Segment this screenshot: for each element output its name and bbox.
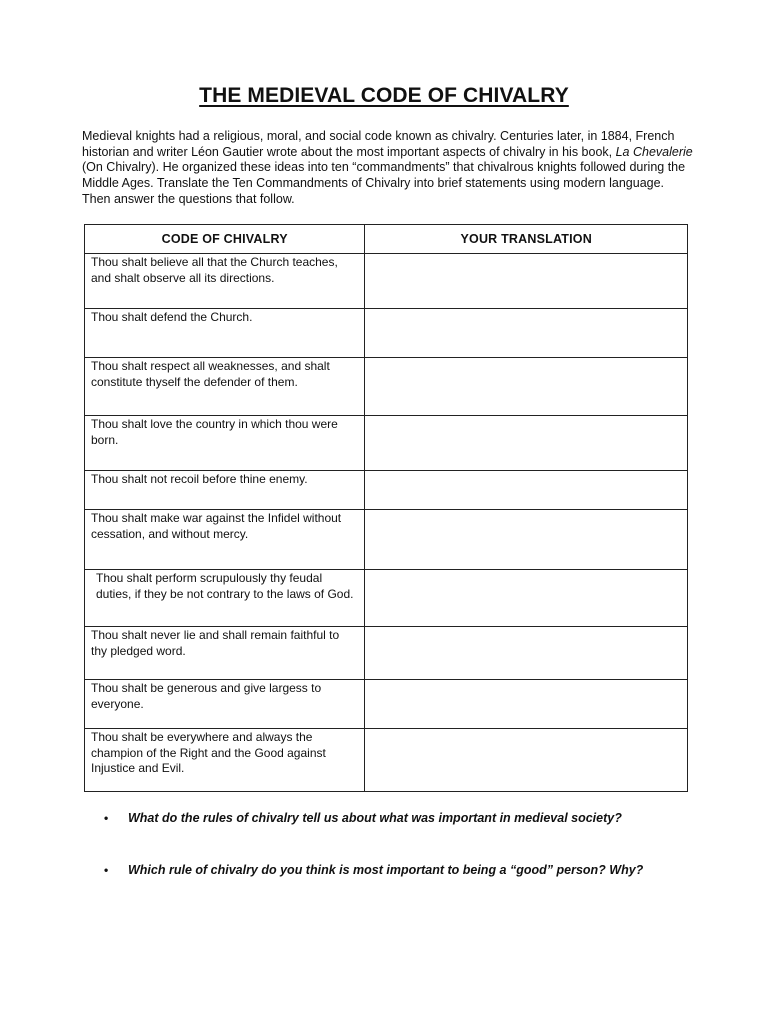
- question-text: Which rule of chivalry do you think is most important to being a “good” person? Why?: [128, 863, 644, 877]
- table-row: [85, 510, 688, 570]
- code-cell: [85, 358, 365, 416]
- chivalry-table: [84, 224, 688, 792]
- code-cell: [85, 416, 365, 471]
- table-header-row: [85, 225, 688, 254]
- questions-list: [104, 809, 694, 879]
- translation-text: [365, 627, 687, 628]
- code-text: Thou shalt be everywhere and always the champion of the Right and the Good against Injustice and Evil.: [91, 730, 326, 775]
- translation-cell[interactable]: [365, 510, 688, 570]
- table-row: [85, 627, 688, 680]
- question-item: [104, 809, 694, 827]
- table-row: [85, 358, 688, 416]
- question-item: [104, 861, 694, 879]
- code-cell: [85, 570, 365, 627]
- translation-cell[interactable]: [365, 627, 688, 680]
- translation-cell[interactable]: [365, 729, 688, 792]
- code-text: Thou shalt be generous and give largess to everyone.: [91, 681, 322, 711]
- intro-text-continued: (On Chivalry). He organized these ideas into ten “commandments” that chivalrous knights followed during the Middle Ages. Translate the Ten Commandments of Chivalry into brief statements using modern language. Then answer the questions that follow.: [82, 160, 686, 206]
- code-text: Thou shalt perform scrupulously thy feudal duties, if they be not contrary to the laws of God.: [96, 571, 354, 601]
- translation-text: [365, 358, 687, 359]
- translation-cell[interactable]: [365, 254, 688, 309]
- intro-text: Medieval knights had a religious, moral, and social code known as chivalry. Centuries later, in 1884, French historian and writer Léon Gautier wrote about the most important aspects of chivalry in his book,: [82, 129, 675, 159]
- header-your-translation: YOUR TRANSLATION: [365, 225, 688, 254]
- translation-text: [365, 570, 687, 571]
- table-row: [85, 309, 688, 358]
- code-cell: [85, 309, 365, 358]
- intro-paragraph: [82, 129, 694, 208]
- code-text: Thou shalt defend the Church.: [91, 310, 253, 324]
- code-cell: [85, 471, 365, 510]
- bullet-icon: •: [104, 811, 109, 825]
- code-cell: [85, 510, 365, 570]
- table-row: [85, 680, 688, 729]
- translation-cell[interactable]: [365, 416, 688, 471]
- translation-text: [365, 510, 687, 511]
- translation-cell[interactable]: [365, 358, 688, 416]
- code-cell: [85, 627, 365, 680]
- code-text: Thou shalt respect all weaknesses, and shalt constitute thyself the defender of them.: [91, 359, 330, 389]
- translation-text: [365, 416, 687, 417]
- table-row: [85, 570, 688, 627]
- table-row: [85, 471, 688, 510]
- book-title: La Chevalerie: [615, 144, 693, 159]
- translation-text: [365, 729, 687, 730]
- header-code-of-chivalry: CODE OF CHIVALRY: [85, 225, 365, 254]
- question-text: What do the rules of chivalry tell us about what was important in medieval society?: [128, 811, 622, 825]
- table-row: [85, 254, 688, 309]
- translation-cell[interactable]: [365, 471, 688, 510]
- translation-text: [365, 254, 687, 255]
- translation-text: [365, 471, 687, 472]
- table-row: [85, 416, 688, 471]
- translation-cell[interactable]: [365, 680, 688, 729]
- table-row: [85, 729, 688, 792]
- bullet-icon: •: [104, 863, 109, 877]
- translation-text: [365, 680, 687, 681]
- code-text: Thou shalt love the country in which thou were born.: [91, 417, 338, 447]
- translation-cell[interactable]: [365, 309, 688, 358]
- code-text: Thou shalt not recoil before thine enemy.: [91, 472, 308, 486]
- code-text: Thou shalt make war against the Infidel without cessation, and without mercy.: [91, 511, 342, 541]
- code-cell: [85, 680, 365, 729]
- translation-cell[interactable]: [365, 570, 688, 627]
- page-title: THE MEDIEVAL CODE OF CHIVALRY: [199, 84, 569, 107]
- code-cell: [85, 254, 365, 309]
- code-cell: [85, 729, 365, 792]
- code-text: Thou shalt never lie and shall remain faithful to thy pledged word.: [91, 628, 340, 658]
- code-text: Thou shalt believe all that the Church teaches, and shalt observe all its directions.: [91, 255, 338, 285]
- translation-text: [365, 309, 687, 310]
